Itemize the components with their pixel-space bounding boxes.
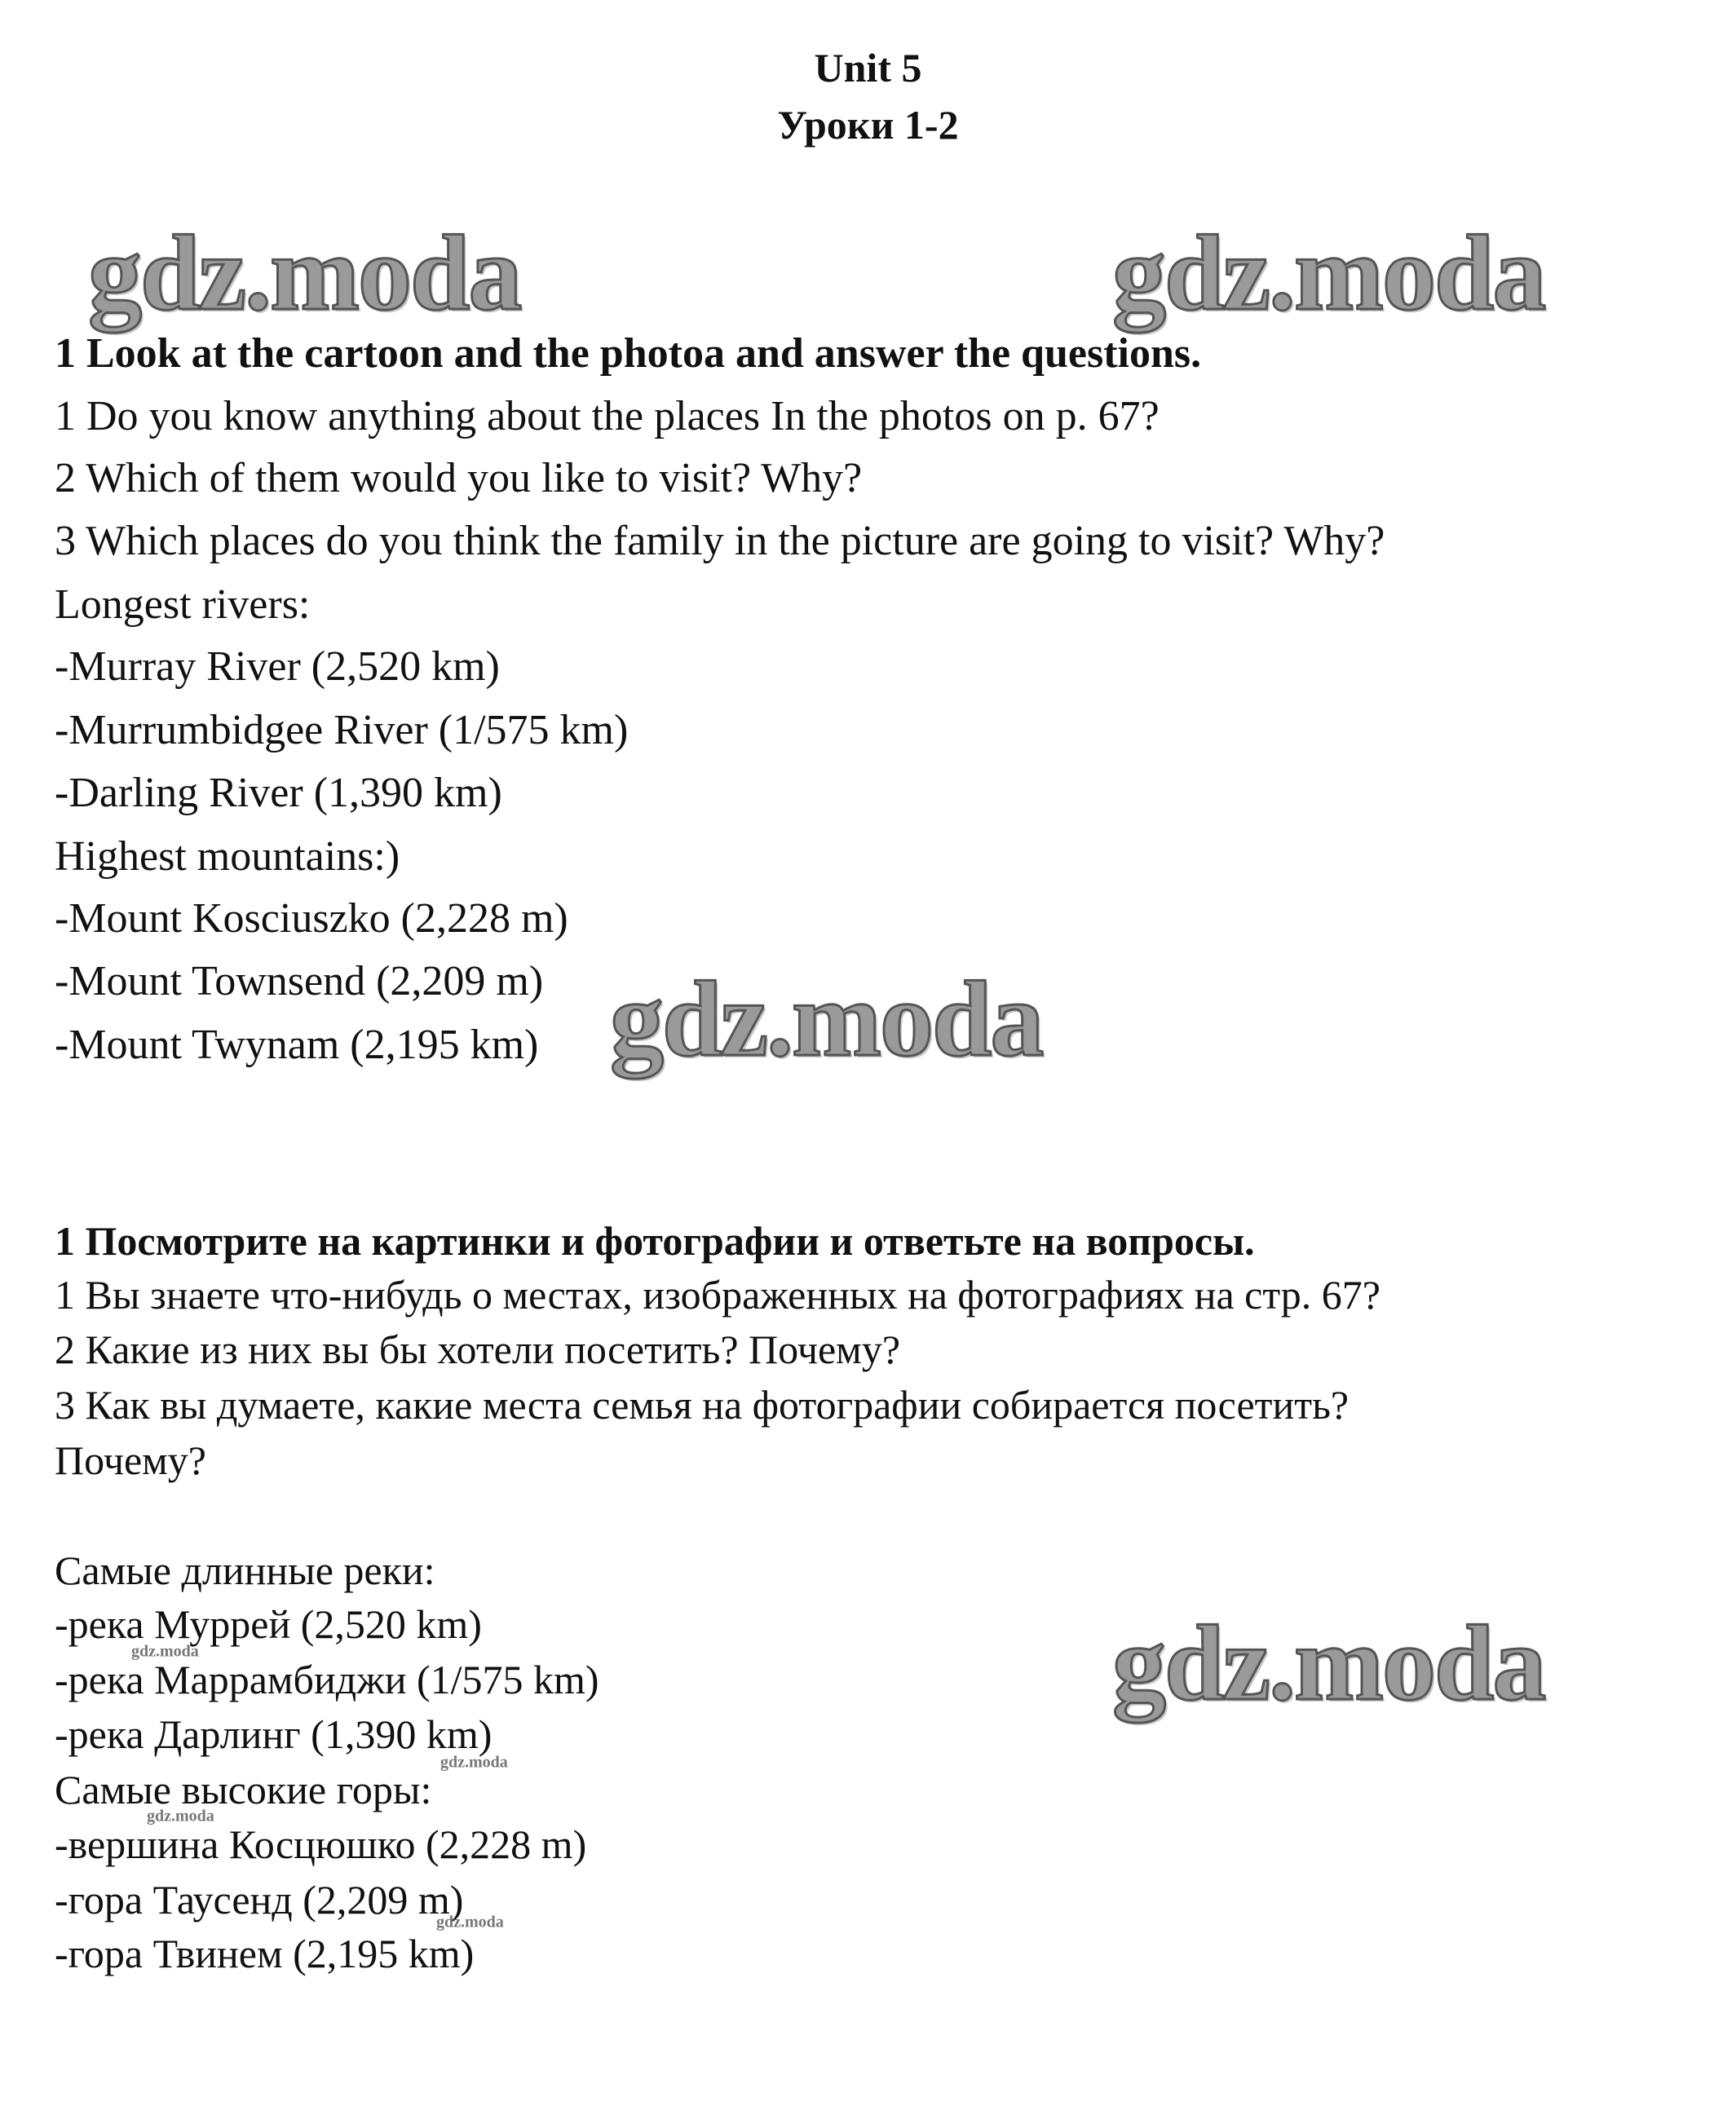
small-watermark: gdz.moda [440, 1753, 508, 1772]
small-watermark: gdz.moda [131, 1642, 199, 1661]
russian-line: -вершина Косцюшко (2,228 m) [55, 1821, 587, 1867]
russian-line: -река Муррей (2,520 km) [55, 1601, 482, 1647]
russian-line: -гора Таусенд (2,209 m) [55, 1877, 464, 1923]
russian-line: Самые длинные реки: [55, 1547, 435, 1593]
watermark-logo: gdz.moda [88, 213, 521, 333]
russian-line: -гора Твинем (2,195 km) [55, 1931, 475, 1976]
russian-task-heading: 1 Посмотрите на картинки и фотографии и ответьте на вопросы. [55, 1218, 1255, 1264]
english-line: -Murrumbidgee River (1/575 km) [55, 707, 629, 753]
english-line: -Mount Kosciuszko (2,228 m) [55, 895, 568, 942]
russian-line: -река Дарлинг (1,390 km) [55, 1711, 493, 1757]
english-line: 3 Which places do you think the family in the picture are going to visit? Why? [55, 518, 1385, 564]
english-line: -Mount Townsend (2,209 m) [55, 958, 544, 1004]
russian-line: Самые высокие горы: [55, 1767, 432, 1812]
russian-line: 2 Какие из них вы бы хотели посетить? Почему? [55, 1327, 901, 1372]
russian-line: -река Маррамбиджи (1/575 km) [55, 1657, 599, 1702]
russian-line: 1 Вы знаете что-нибудь о местах, изображенных на фотографиях на стр. 67? [55, 1272, 1381, 1318]
watermark-logo: gdz.moda [610, 959, 1043, 1079]
small-watermark: gdz.moda [436, 1913, 504, 1931]
small-watermark: gdz.moda [147, 1807, 214, 1825]
english-line: -Darling River (1,390 km) [55, 770, 502, 816]
russian-line: 3 Как вы думаете, какие места семья на фотографии собирается посетить? [55, 1382, 1349, 1428]
english-line: -Mount Twynam (2,195 km) [55, 1022, 539, 1068]
russian-line: Почему? [55, 1437, 206, 1483]
english-line: Longest rivers: [55, 581, 311, 628]
english-line: Highest mountains:) [55, 833, 400, 880]
unit-title: Unit 5 [814, 45, 922, 90]
watermark-logo: gdz.moda [1112, 213, 1545, 333]
watermark-logo: gdz.moda [1112, 1603, 1545, 1723]
english-line: 1 Do you know anything about the places In the photos on p. 67? [55, 393, 1160, 439]
english-line: 2 Which of them would you like to visit? Why? [55, 455, 863, 501]
lesson-subtitle: Уроки 1-2 [777, 102, 959, 148]
english-line: -Murray River (2,520 km) [55, 643, 500, 690]
english-task-heading: 1 Look at the cartoon and the photoa and answer the questions. [55, 330, 1202, 377]
